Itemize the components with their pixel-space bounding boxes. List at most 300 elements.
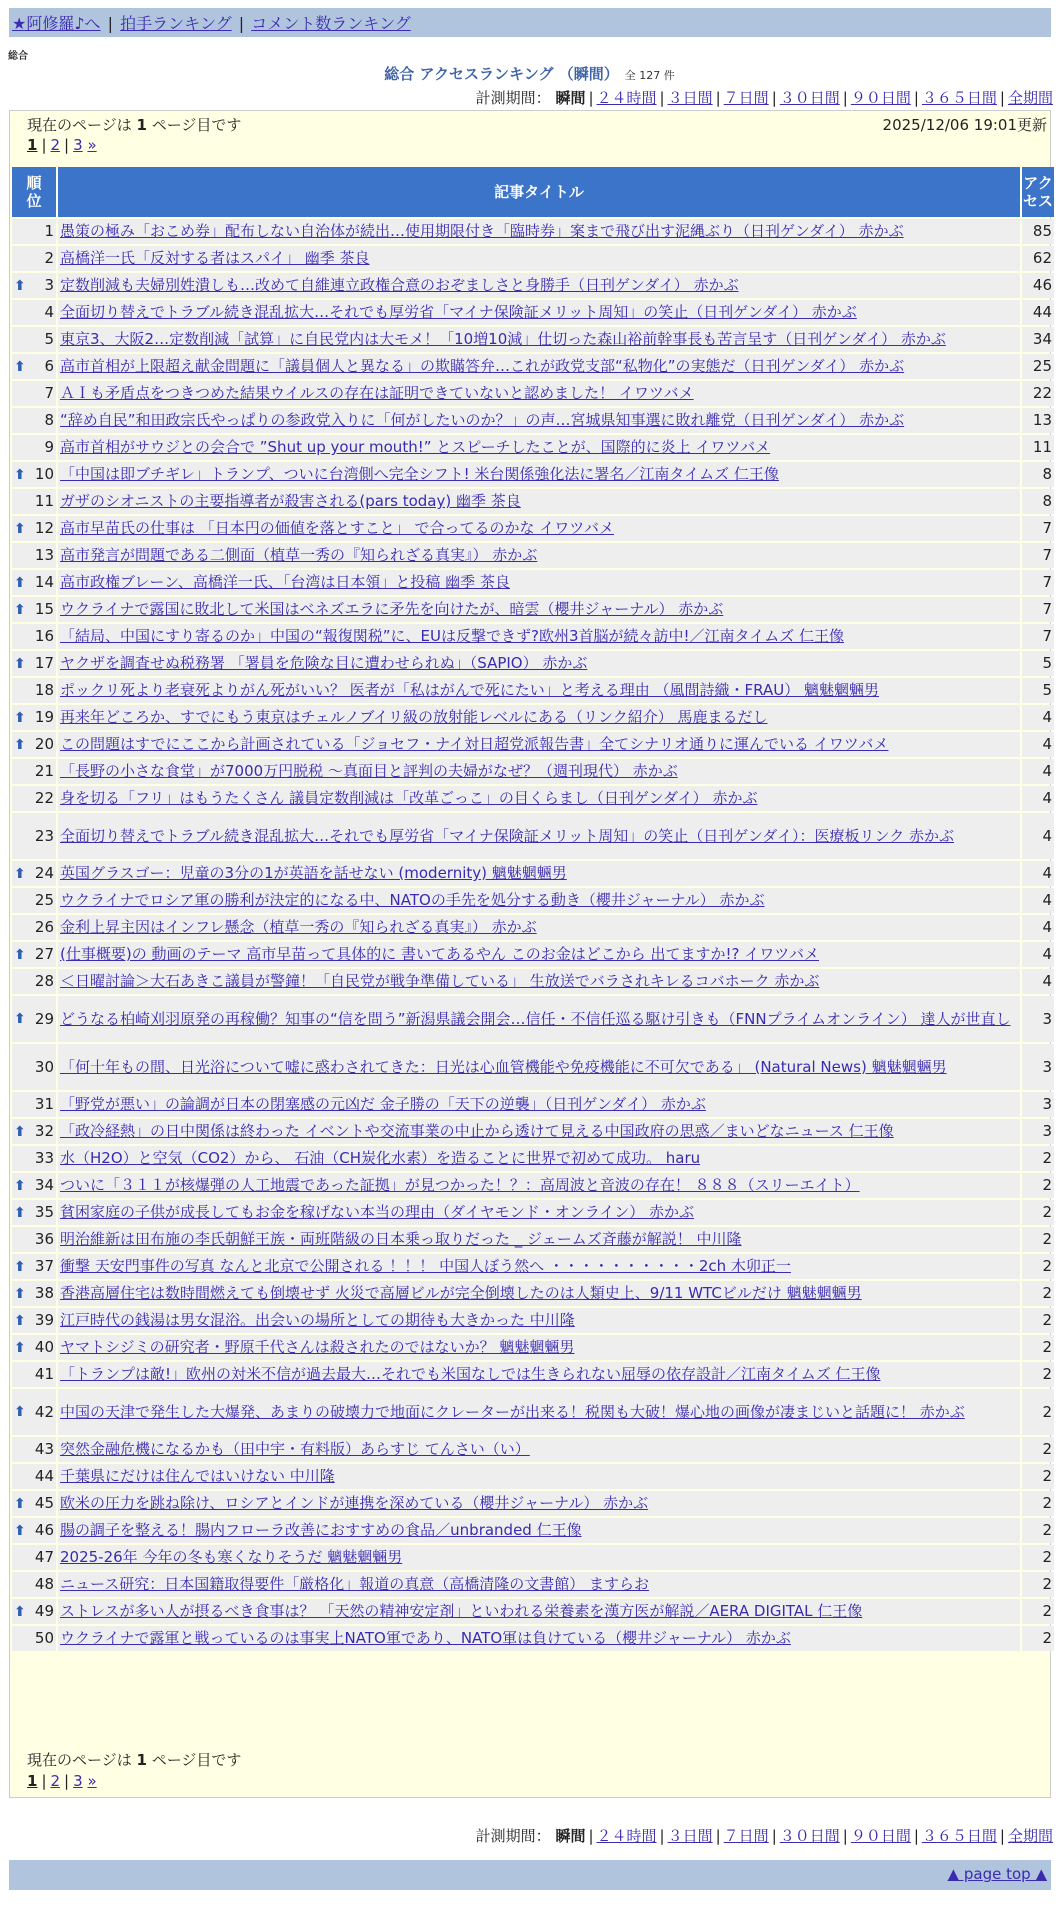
article-link[interactable]: 再来年どころか、すでにもう東京はチェルノブイリ級の放射能レベルにある（リンク紹介） 馬鹿まるだし (60, 708, 768, 726)
pager-separator: | (41, 1772, 47, 1790)
access-count: 13 (1022, 408, 1054, 433)
rank-number: 36 (34, 1230, 54, 1248)
period-separator: | (842, 1827, 848, 1845)
rank-number: 40 (34, 1338, 54, 1356)
article-link[interactable]: “辞め自民”和田政宗氏やっぱりの参政党入りに「何がしたいのか？」の声…宮城県知事選に敗れ離党（日刊ゲンダイ） 赤かぶ (60, 411, 905, 429)
rank-cell (12, 1254, 56, 1279)
title-cell (58, 786, 1020, 811)
article-link[interactable]: 「結局、中国にすり寄るのか」中国の“報復関税”に、EUは反撃できず?欧州3首脳が続々訪中!／江南タイムズ 仁王像 (60, 627, 844, 645)
page-info-prefix: 現在のページは (27, 116, 132, 134)
period-separator: | (842, 89, 848, 107)
period-separator: | (588, 89, 594, 107)
title-cell (58, 1308, 1020, 1333)
up-arrow-icon: ⬆ (14, 520, 26, 537)
up-arrow-icon: ⬆ (14, 946, 26, 963)
nav-separator: | (238, 14, 245, 33)
rank-number: 28 (34, 972, 54, 990)
rank-number: 25 (34, 891, 54, 909)
up-arrow-icon: ⬆ (14, 1312, 26, 1329)
home-link[interactable]: ★阿修羅♪へ (12, 14, 101, 33)
footer-bar (9, 1860, 1051, 1890)
title-cell (58, 1173, 1020, 1198)
period-separator: | (999, 1827, 1005, 1845)
period-link[interactable]: ２４時間 (596, 89, 657, 107)
category-label: 総合 (8, 51, 28, 62)
access-count: 2 (1022, 1437, 1054, 1462)
period-link[interactable]: 全期間 (1007, 1827, 1053, 1845)
article-link[interactable]: ウクライナで露軍と戦っているのは事実上NATO軍であり、NATO軍は負けている（櫻井ジャーナル） 赤かぶ (60, 1629, 791, 1647)
article-link[interactable]: 中国の天津で発生した大爆発、あまりの破壊力で地面にクレーターが出来る！税関も大破！爆心地の画像が凄まじいと話題に！ 赤かぶ (60, 1402, 965, 1421)
table-row (12, 996, 1054, 1042)
rank-cell (12, 1464, 56, 1489)
pager-current-page[interactable]: 1 (27, 1772, 38, 1790)
period-separator: | (913, 89, 919, 107)
rank-cell (12, 570, 56, 595)
period-link[interactable]: ７日間 (723, 1827, 769, 1845)
rank-number: 1 (44, 222, 54, 240)
access-count: 34 (1022, 327, 1054, 352)
article-link[interactable]: ストレスが多い人が摂るべき食事は？ 「天然の精神安定剤」といわれる栄養素を漢方医が解説／AERA DIGITAL 仁王像 (60, 1602, 863, 1620)
article-link[interactable]: ガザのシオニストの主要指導者が殺害される(pars today) 幽季 茶良 (60, 492, 521, 510)
article-link[interactable]: 明治維新は田布施の李氏朝鮮王族・両班階級の日本乗っ取りだった _ ジェームズ斉藤が解説！ 中川隆 (60, 1230, 742, 1248)
article-link[interactable]: 腸の調子を整える！腸内フローラ改善におすすめの食品／unbranded 仁王像 (60, 1521, 582, 1539)
article-link[interactable]: 定数削減も夫婦別姓潰しも…改めて自維連立政権合意のおぞましさと身勝手（日刊ゲンダイ） 赤かぶ (60, 276, 739, 294)
rank-cell (12, 1491, 56, 1516)
rank-cell (12, 759, 56, 784)
table-row (12, 1518, 1054, 1543)
period-separator: | (771, 89, 777, 107)
page-info-suffix: ページ目です (151, 1751, 242, 1769)
title-cell (58, 651, 1020, 676)
page-info-bottom (27, 1749, 241, 1770)
table-row (12, 705, 1054, 730)
pager-next-link[interactable]: » (87, 136, 97, 154)
access-count: 8 (1022, 489, 1054, 514)
period-link[interactable]: 全期間 (1007, 89, 1053, 107)
rank-cell (12, 462, 56, 487)
table-row (12, 1491, 1054, 1516)
article-link[interactable]: (仕事概要)の 動画のテーマ 高市早苗って具体的に 書いてあるやん このお金はどこから 出てますか!? イワツバメ (60, 945, 819, 963)
title-cell (58, 705, 1020, 730)
page-title (0, 63, 1059, 84)
rank-cell (12, 1092, 56, 1117)
title-cell (58, 969, 1020, 994)
table-row (12, 888, 1054, 913)
article-link[interactable]: 2025-26年 今年の冬も寒くなりそうだ 魑魅魍魎男 (60, 1548, 403, 1566)
period-separator: | (999, 89, 1005, 107)
rank-number: 6 (44, 357, 54, 375)
period-link[interactable]: ９０日間 (850, 89, 911, 107)
access-count: 2 (1022, 1335, 1054, 1360)
up-arrow-icon: ⬆ (14, 1522, 26, 1539)
article-link[interactable]: ニュース研究：日本国籍取得要件「厳格化」報道の真意（高橋清隆の文書館） ますらお (60, 1575, 650, 1593)
rank-cell (12, 543, 56, 568)
rank-cell (12, 489, 56, 514)
access-count: 3 (1022, 1092, 1054, 1117)
article-link[interactable]: 衝撃 天安門事件の写真 なんと北京で公開される ！！！ 中国人ぼう然へ ・・・・・・・・・・2ch 木卯正一 (60, 1257, 791, 1275)
rank-cell (12, 969, 56, 994)
table-row (12, 1281, 1054, 1306)
article-link[interactable]: 英国グラスゴー：児童の3分の1が英語を話せない (modernity) 魑魅魍魎男 (60, 864, 567, 882)
rank-cell (12, 1281, 56, 1306)
title-cell (58, 678, 1020, 703)
article-link[interactable]: 高橋洋一氏「反対する者はスパイ」 幽季 茶良 (60, 249, 370, 267)
table-row (12, 1308, 1054, 1333)
article-link[interactable]: 「政冷経熱」の日中関係は終わった イベントや交流事業の中止から透けて見える中国政府の思惑／まいどなニュース 仁王像 (60, 1122, 894, 1140)
rank-number: 14 (34, 573, 54, 591)
rank-number: 44 (34, 1467, 54, 1485)
table-row (12, 1362, 1054, 1387)
table-row (12, 1389, 1054, 1435)
rank-cell (12, 1437, 56, 1462)
title-cell (58, 1335, 1020, 1360)
access-count: 4 (1022, 759, 1054, 784)
top-nav-bar (9, 8, 1051, 37)
access-count: 4 (1022, 705, 1054, 730)
table-row (12, 1119, 1054, 1144)
rank-cell (12, 813, 56, 859)
rank-cell (12, 1173, 56, 1198)
rank-number: 9 (44, 438, 54, 456)
rank-cell (12, 408, 56, 433)
rank-cell (12, 516, 56, 541)
rank-number: 4 (44, 303, 54, 321)
up-arrow-icon: ⬆ (14, 277, 26, 294)
access-count: 2 (1022, 1491, 1054, 1516)
period-link[interactable]: ３６５日間 (921, 1827, 997, 1845)
rank-cell (12, 1362, 56, 1387)
rank-cell (12, 1599, 56, 1624)
access-count: 85 (1022, 219, 1054, 244)
access-count: 7 (1022, 543, 1054, 568)
table-row (12, 489, 1054, 514)
pager-page-link[interactable]: 3 (73, 136, 83, 154)
rank-number: 11 (34, 492, 54, 510)
header-access: アクセス (1022, 167, 1054, 217)
rank-number: 27 (34, 945, 54, 963)
article-link[interactable]: 「何十年もの間、日光浴について嘘に惑わされてきた：日光は心血管機能や免疫機能に不可欠である」 (Natural News) 魑魅魍魎男 (60, 1057, 947, 1076)
title-cell (58, 543, 1020, 568)
table-row (12, 915, 1054, 940)
table-row (12, 942, 1054, 967)
access-count: 2 (1022, 1518, 1054, 1543)
article-link[interactable]: ウクライナで露国に敗北して米国はベネズエラに矛先を向けたが、暗雲（櫻井ジャーナル） 赤かぶ (60, 600, 724, 618)
table-row (12, 732, 1054, 757)
rank-number: 23 (34, 826, 54, 845)
rank-number: 7 (44, 384, 54, 402)
access-count: 2 (1022, 1362, 1054, 1387)
rank-number: 37 (34, 1257, 54, 1275)
title-cell (58, 1437, 1020, 1462)
up-arrow-icon: ⬆ (14, 574, 26, 591)
title-cell (58, 435, 1020, 460)
article-link[interactable]: 欧米の圧力を跳ね除け、ロシアとインドが連携を深めている（櫻井ジャーナル） 赤かぶ (60, 1494, 649, 1512)
period-link[interactable]: ３日間 (667, 89, 713, 107)
rank-number: 13 (34, 546, 54, 564)
period-separator: | (715, 1827, 721, 1845)
title-cell (58, 273, 1020, 298)
rank-cell (12, 1518, 56, 1543)
rank-number: 24 (34, 864, 54, 882)
table-row (12, 273, 1054, 298)
title-cell (58, 915, 1020, 940)
title-cell (58, 996, 1020, 1042)
article-link[interactable]: ポックリ死より老衰死よりがん死がいい？ 医者が「私はがんで死にたい」と考える理由 （風間詩織・FRAU） 魑魅魍魎男 (60, 681, 879, 699)
pager-page-link[interactable]: 2 (50, 136, 61, 154)
rank-cell (12, 1545, 56, 1570)
access-count: 11 (1022, 435, 1054, 460)
article-link[interactable]: 突然金融危機になるかも（田中宇・有料版）あらすじ てんさい（い） (60, 1440, 530, 1458)
rank-cell (12, 246, 56, 271)
period-link[interactable]: ９０日間 (850, 1827, 911, 1845)
title-cell (58, 759, 1020, 784)
ranking-panel (9, 110, 1051, 1798)
article-link[interactable]: 高市首相が上限超え献金問題に「議員個人と異なる」の欺瞞答弁…これが政党支部“私物化”の実態だ（日刊ゲンダイ） 赤かぶ (60, 357, 905, 375)
title-cell (58, 354, 1020, 379)
up-arrow-icon: ⬆ (14, 736, 26, 753)
article-link[interactable]: 東京3、大阪2…定数削減「試算」に自民党内は大モメ！「10増10減」仕切った森山裕前幹事長も苦言呈す（日刊ゲンダイ） 赤かぶ (60, 330, 946, 348)
pager-separator: | (64, 1772, 70, 1790)
table-row (12, 1599, 1054, 1624)
article-link[interactable]: 高市発言が問題である二側面（植草一秀の『知られざる真実』） 赤かぶ (60, 546, 538, 564)
page-top-link[interactable]: ▲ page top ▲ (947, 1865, 1047, 1883)
title-cell (58, 888, 1020, 913)
rank-number: 34 (34, 1176, 54, 1194)
rank-number: 8 (44, 411, 54, 429)
rank-cell (12, 1227, 56, 1252)
table-row (12, 969, 1054, 994)
rank-number: 48 (34, 1575, 54, 1593)
title-cell (58, 1545, 1020, 1570)
title-cell (58, 1626, 1020, 1651)
table-row (12, 516, 1054, 541)
article-link[interactable]: 「トランプは敵!」欧州の対米不信が過去最大…それでも米国なしでは生きられない屈辱の依存設計／江南タイムズ 仁王像 (60, 1365, 881, 1383)
pager-current-page[interactable]: 1 (27, 136, 38, 154)
article-link[interactable]: ヤマトシジミの研究者・野原千代さんは殺されたのではないか？ 魑魅魍魎男 (60, 1338, 575, 1356)
period-selector-bottom (476, 1825, 1053, 1846)
up-arrow-icon: ⬆ (14, 655, 26, 672)
access-count: 7 (1022, 570, 1054, 595)
article-link[interactable]: 愚策の極み「おこめ券」配布しない自治体が続出…使用期限付き「臨時券」案まで飛び出す泥縄ぶり（日刊ゲンダイ） 赤かぶ (60, 222, 904, 240)
up-arrow-icon: ⬆ (14, 358, 26, 375)
access-count: 25 (1022, 354, 1054, 379)
article-link[interactable]: 香港高層住宅は数時間燃えても倒壊せず 火災で高層ビルが完全倒壊したのは人類史上、9/11 WTCビルだけ 魑魅魍魎男 (60, 1284, 862, 1302)
table-row (12, 1437, 1054, 1462)
rank-cell (12, 1200, 56, 1225)
article-link[interactable]: 身を切る「フリ」はもうたくさん 議員定数削減は「改革ごっこ」の目くらまし（日刊ゲンダイ） 赤かぶ (60, 789, 758, 807)
rank-number: 3 (44, 276, 54, 294)
period-link[interactable]: ３６５日間 (921, 89, 997, 107)
rank-number: 20 (34, 735, 54, 753)
title-cell (58, 861, 1020, 886)
up-arrow-icon: ⬆ (14, 1495, 26, 1512)
pager-next-link[interactable]: » (87, 1772, 97, 1790)
rank-cell (12, 996, 56, 1042)
table-row (12, 678, 1054, 703)
period-link[interactable]: ３日間 (667, 1827, 713, 1845)
rank-number: 50 (34, 1629, 54, 1647)
access-count: 2 (1022, 1254, 1054, 1279)
up-arrow-icon: ⬆ (14, 1404, 26, 1420)
rank-number: 38 (34, 1284, 54, 1302)
up-arrow-icon: ⬆ (14, 709, 26, 726)
access-count: 2 (1022, 1599, 1054, 1624)
period-current: 瞬間 (555, 89, 586, 107)
up-arrow-icon: ⬆ (14, 1285, 26, 1302)
rank-number: 17 (34, 654, 54, 672)
rank-number: 15 (34, 600, 54, 618)
access-count: 2 (1022, 1281, 1054, 1306)
title-cell (58, 462, 1020, 487)
pager-separator: | (64, 136, 70, 154)
table-row (12, 651, 1054, 676)
table-row (12, 219, 1054, 244)
rank-number: 32 (34, 1122, 54, 1140)
table-row (12, 786, 1054, 811)
title-cell (58, 516, 1020, 541)
pager-separator: | (41, 136, 47, 154)
table-row (12, 408, 1054, 433)
header-title: 記事タイトル (58, 167, 1020, 217)
access-count: 4 (1022, 786, 1054, 811)
article-link[interactable]: 「中国は即ブチギレ」トランプ、ついに台湾側へ完全シフト! 米台関係強化法に署名／江南タイムズ 仁王像 (60, 465, 779, 483)
access-count: 3 (1022, 996, 1054, 1042)
article-link[interactable]: ついに「３１１が核爆弾の人工地震であった証拠」が見つかった！？：高周波と音波の存在！ ８８８（スリーエイト） (60, 1176, 860, 1194)
article-link[interactable]: 貧困家庭の子供が成長してもお金を稼げない本当の理由（ダイヤモンド・オンライン） 赤かぶ (60, 1203, 695, 1221)
title-cell (58, 624, 1020, 649)
rank-cell (12, 651, 56, 676)
rank-cell (12, 300, 56, 325)
rank-number: 43 (34, 1440, 54, 1458)
access-count: 2 (1022, 1200, 1054, 1225)
article-link[interactable]: 「野党が悪い」の論調が日本の閉塞感の元凶だ 金子勝の「天下の逆襲」（日刊ゲンダイ） 赤かぶ (60, 1095, 706, 1113)
title-cell (58, 1572, 1020, 1597)
period-link[interactable]: ３０日間 (779, 89, 840, 107)
pager-page-link[interactable]: 2 (50, 1772, 61, 1790)
ranking-title: 総合 アクセスランキング （瞬間） (384, 65, 619, 83)
table-row (12, 462, 1054, 487)
article-link[interactable]: 水（H2O）と空気（CO2）から、 石油（CH炭化水素）を造ることに世界で初めて成功。 haru (60, 1149, 701, 1167)
rank-number: 12 (34, 519, 54, 537)
table-row (12, 1092, 1054, 1117)
rank-number: 31 (34, 1095, 54, 1113)
article-link[interactable]: 高市早苗氏の仕事は 「日本円の価値を落とすこと」 で合ってるのかな イワツバメ (60, 519, 615, 537)
rank-cell (12, 381, 56, 406)
rank-cell (12, 678, 56, 703)
pager-page-link[interactable]: 3 (73, 1772, 83, 1790)
title-cell (58, 1464, 1020, 1489)
access-count: 4 (1022, 813, 1054, 859)
title-cell (58, 1092, 1020, 1117)
article-link[interactable]: ＜日曜討論＞大石あきこ議員が警鐘！「自民党が戦争準備している」 生放送でバラされキレるコバホーク 赤かぶ (60, 972, 820, 990)
up-arrow-icon: ⬆ (14, 1204, 26, 1221)
title-cell (58, 1200, 1020, 1225)
period-link[interactable]: ２４時間 (596, 1827, 657, 1845)
access-count: 2 (1022, 1308, 1054, 1333)
rank-number: 26 (34, 918, 54, 936)
page-info-number: 1 (136, 1751, 147, 1769)
rank-number: 30 (34, 1057, 54, 1076)
title-cell (58, 219, 1020, 244)
rank-cell (12, 435, 56, 460)
article-link[interactable]: 江戸時代の銭湯は男女混浴。出会いの場所としての期待も大きかった 中川隆 (60, 1311, 575, 1329)
rank-number: 5 (44, 330, 54, 348)
article-link[interactable]: 高市政権ブレーン、高橋洋一氏、「台湾は日本領」と投稿 幽季 茶良 (60, 573, 510, 591)
page-info-prefix: 現在のページは (27, 1751, 132, 1769)
article-link[interactable]: この問題はすでにここから計画されている「ジョセフ・ナイ対日超党派報告書」全てシナリオ通りに運んでいる イワツバメ (60, 735, 889, 753)
rank-number: 29 (34, 1009, 54, 1028)
up-arrow-icon: ⬆ (14, 1011, 26, 1027)
access-count: 5 (1022, 651, 1054, 676)
article-link[interactable]: 高市首相がサウジとの会合で ”Shut up your mouth!” とスピーチしたことが、国際的に炎上 イワツバメ (60, 438, 771, 456)
rank-cell (12, 1572, 56, 1597)
table-row (12, 759, 1054, 784)
rank-cell (12, 1335, 56, 1360)
table-row (12, 813, 1054, 859)
rank-number: 47 (34, 1548, 54, 1566)
period-current: 瞬間 (555, 1827, 586, 1845)
period-separator: | (659, 1827, 665, 1845)
period-link[interactable]: ３０日間 (779, 1827, 840, 1845)
rank-number: 42 (34, 1402, 54, 1421)
table-row (12, 1173, 1054, 1198)
table-row (12, 1044, 1054, 1090)
article-link[interactable]: 千葉県にだけは住んではいけない 中川隆 (60, 1467, 335, 1485)
access-count: 4 (1022, 732, 1054, 757)
page-info-number: 1 (136, 116, 147, 134)
table-row (12, 435, 1054, 460)
article-link[interactable]: ヤクザを調査せぬ税務署 「署員を危険な目に遭わせられぬ」（SAPIO） 赤かぶ (60, 654, 588, 672)
table-row (12, 543, 1054, 568)
article-link[interactable]: 金利上昇主因はインフレ懸念（植草一秀の『知られざる真実』） 赤かぶ (60, 918, 537, 936)
access-count: 2 (1022, 1227, 1054, 1252)
header-rank: 順位 (12, 167, 56, 217)
access-count: 2 (1022, 1572, 1054, 1597)
rank-cell (12, 273, 56, 298)
rank-number: 10 (34, 465, 54, 483)
title-cell (58, 1254, 1020, 1279)
rank-cell (12, 1626, 56, 1651)
access-count: 3 (1022, 1119, 1054, 1144)
access-count: 44 (1022, 300, 1054, 325)
access-count: 2 (1022, 1389, 1054, 1435)
article-link[interactable]: 「長野の小さな食堂」が7000万円脱税 ～真面目と評判の夫婦がなぜ？（週刊現代） 赤かぶ (60, 762, 678, 780)
article-link[interactable]: どうなる柏崎刈羽原発の再稼働？知事の“信を問う”新潟県議会開会…信任・不信任巡る駆け引きも（FNNプライムオンライン） 達人が世直し (60, 1009, 1011, 1028)
title-cell (58, 408, 1020, 433)
rank-cell (12, 1389, 56, 1435)
period-separator: | (913, 1827, 919, 1845)
table-row (12, 570, 1054, 595)
comment-ranking-link[interactable]: コメント数ランキング (251, 14, 411, 33)
access-count: 4 (1022, 861, 1054, 886)
period-link[interactable]: ７日間 (723, 89, 769, 107)
rank-cell (12, 1146, 56, 1171)
article-link[interactable]: 全面切り替えでトラブル続き混乱拡大…それでも厚労省「マイナ保険証メリット周知」の笑止（日刊ゲンダイ）：医療板リンク 赤かぶ (60, 826, 954, 845)
rank-cell (12, 942, 56, 967)
article-link[interactable]: 全面切り替えでトラブル続き混乱拡大…それでも厚労省「マイナ保険証メリット周知」の笑止（日刊ゲンダイ） 赤かぶ (60, 303, 857, 321)
article-link[interactable]: ＡＩも矛盾点をつきつめた結果ウイルスの存在は証明できていないと認めました！ イワツバメ (60, 384, 694, 402)
period-label: 計測期間： (475, 1827, 551, 1845)
up-arrow-icon: ⬆ (14, 1258, 26, 1275)
title-cell (58, 1044, 1020, 1090)
rank-number: 19 (34, 708, 54, 726)
title-cell (58, 327, 1020, 352)
title-cell (58, 732, 1020, 757)
article-link[interactable]: ウクライナでロシア軍の勝利が決定的になる中、NATOの手先を処分する動き（櫻井ジャーナル） 赤かぶ (60, 891, 765, 909)
up-arrow-icon: ⬆ (14, 466, 26, 483)
applause-ranking-link[interactable]: 拍手ランキング (120, 14, 232, 33)
access-count: 4 (1022, 969, 1054, 994)
